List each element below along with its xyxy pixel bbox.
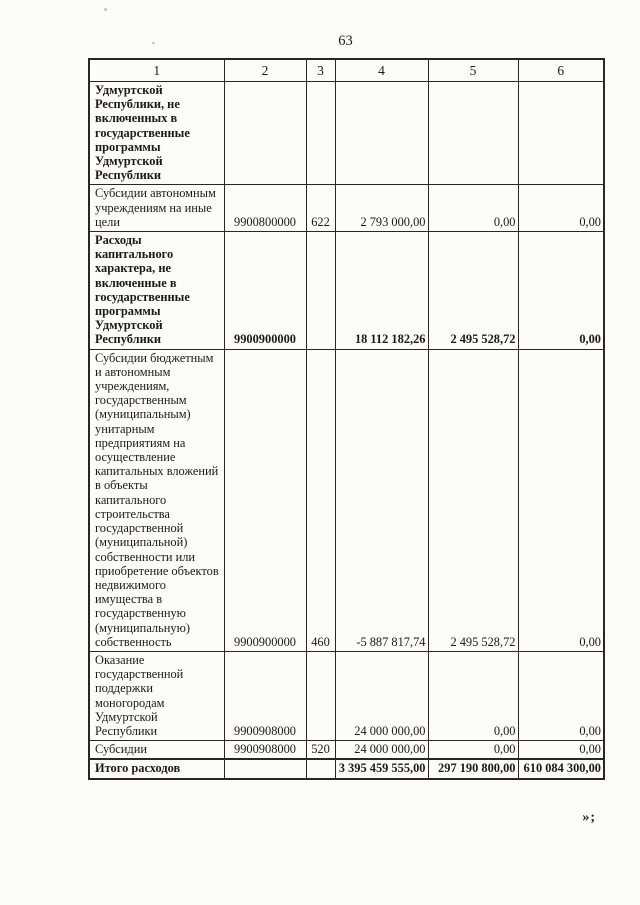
cell-amount-col5: 0,00 [428,741,518,760]
cell-expense-type [306,651,335,740]
cell-amount-col6: 610 084 300,00 [518,759,604,778]
cell-amount-col4: -5 887 817,74 [335,349,428,651]
cell-expense-name: Итого расходов [89,759,224,778]
page-number: 63 [338,33,353,49]
cell-amount-col4: 2 793 000,00 [335,185,428,232]
table-row [89,349,604,651]
cell-expense-name: Удмуртской Республики, не включенных в государственные программы Удмуртской Республики [89,82,224,185]
cell-expense-name: Оказание государственной поддержки моногородам Удмуртской Республики [89,651,224,740]
cell-amount-col4: 24 000 000,00 [335,651,428,740]
cell-expense-type: 460 [306,349,335,651]
cell-target-code: 9900800000 [224,185,306,232]
column-header-1: 1 [89,59,224,82]
cell-amount-col6: 0,00 [518,741,604,760]
cell-amount-col6: 0,00 [518,651,604,740]
cell-amount-col4: 18 112 182,26 [335,232,428,350]
table-header-row [89,59,604,82]
cell-expense-name: Субсидии бюджетным и автономным учреждениям, государственным (муниципальным) унитарным предприятиям на осуществление капитальных вложений в объекты капитального строительства государственной (муниципальной) собственности или приобретение объектов недвижимого имущества в государственную (муниципальную) собственность [89,349,224,651]
cell-amount-col6: 0,00 [518,185,604,232]
cell-target-code [224,759,306,778]
table-row [89,82,604,185]
table-row [89,185,604,232]
table-header [89,59,604,82]
cell-expense-name: Субсидии автономным учреждениям на иные цели [89,185,224,232]
budget-table [88,58,605,780]
column-header-3: 3 [306,59,335,82]
cell-amount-col5: 0,00 [428,651,518,740]
cell-target-code: 9900900000 [224,349,306,651]
cell-expense-name: Расходы капитального характера, не включенные в государственные программы Удмуртской Республики [89,232,224,350]
table-body [89,82,604,779]
cell-amount-col6 [518,82,604,185]
scan-artifact [104,8,107,11]
column-header-6: 6 [518,59,604,82]
cell-amount-col6: 0,00 [518,232,604,350]
cell-target-code: 9900908000 [224,651,306,740]
cell-expense-type [306,759,335,778]
cell-amount-col4: 24 000 000,00 [335,741,428,760]
cell-amount-col5: 297 190 800,00 [428,759,518,778]
cell-expense-type: 622 [306,185,335,232]
cell-expense-type [306,232,335,350]
cell-amount-col5: 0,00 [428,185,518,232]
column-header-2: 2 [224,59,306,82]
column-header-4: 4 [335,59,428,82]
table-row [89,759,604,778]
cell-expense-name: Субсидии [89,741,224,760]
cell-amount-col5: 2 495 528,72 [428,232,518,350]
table-row [89,651,604,740]
cell-amount-col4 [335,82,428,185]
cell-target-code: 9900908000 [224,741,306,760]
cell-amount-col6: 0,00 [518,349,604,651]
table-row [89,232,604,350]
cell-target-code: 9900900000 [224,232,306,350]
table-row [89,741,604,760]
cell-amount-col4: 3 395 459 555,00 [335,759,428,778]
cell-amount-col5: 2 495 528,72 [428,349,518,651]
cell-amount-col5 [428,82,518,185]
cell-expense-type: 520 [306,741,335,760]
closing-quote-mark: »; [582,810,596,825]
cell-target-code [224,82,306,185]
column-header-5: 5 [428,59,518,82]
cell-expense-type [306,82,335,185]
